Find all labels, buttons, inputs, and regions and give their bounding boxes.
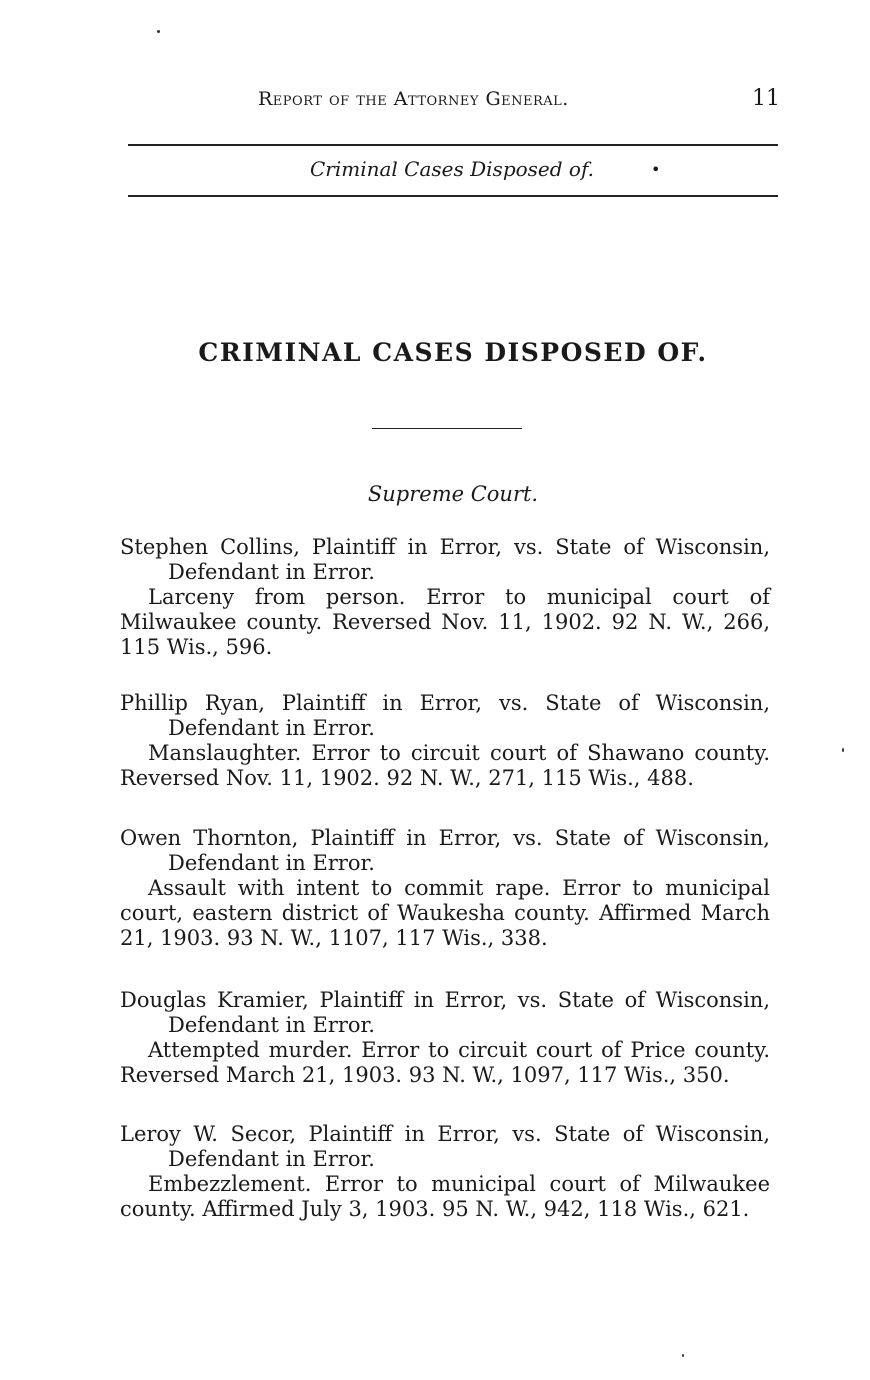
print-speck <box>842 748 844 752</box>
case-entry <box>120 535 770 660</box>
print-speck <box>157 30 160 33</box>
header-rule-top <box>128 144 778 146</box>
page-number: 11 <box>752 86 780 111</box>
case-detail: Assault with intent to commit rape. Error to municipal court, eastern district of Waukesha county. Affirmed March 21, 1903. 93 N. W., 1107, 117 Wis., 338. <box>120 876 770 950</box>
bullet-mark: • <box>651 160 661 179</box>
case-detail: Manslaughter. Error to circuit court of Shawano county. Reversed Nov. 11, 1902. 92 N. W., 271, 115 Wis., 488. <box>120 741 770 790</box>
case-parties: Stephen Collins, Plaintiff in Error, vs. State of Wisconsin, Defendant in Error. <box>120 535 770 584</box>
case-entry <box>120 1122 770 1222</box>
case-detail: Attempted murder. Error to circuit court of Price county. Reversed March 21, 1903. 93 N. W., 1097, 117 Wis., 350. <box>120 1038 770 1087</box>
section-subhead: Criminal Cases Disposed of. <box>310 157 595 181</box>
header-rule-bottom <box>128 195 778 197</box>
case-parties: Douglas Kramier, Plaintiff in Error, vs. State of Wisconsin, Defendant in Error. <box>120 988 770 1037</box>
print-speck <box>682 1354 684 1357</box>
running-head-title: Report of the Attorney General. <box>258 88 569 110</box>
case-detail: Embezzlement. Error to municipal court of Milwaukee county. Affirmed July 3, 1903. 95 N. W., 942, 118 Wis., 621. <box>120 1172 770 1221</box>
page-title: CRIMINAL CASES DISPOSED OF. <box>198 338 708 367</box>
case-entry <box>120 988 770 1088</box>
case-entry <box>120 691 770 791</box>
title-divider <box>372 428 522 429</box>
case-parties: Phillip Ryan, Plaintiff in Error, vs. State of Wisconsin, Defendant in Error. <box>120 691 770 740</box>
case-parties: Leroy W. Secor, Plaintiff in Error, vs. State of Wisconsin, Defendant in Error. <box>120 1122 770 1171</box>
case-parties: Owen Thornton, Plaintiff in Error, vs. State of Wisconsin, Defendant in Error. <box>120 826 770 875</box>
case-detail: Larceny from person. Error to municipal court of Milwaukee county. Reversed Nov. 11, 1902. 92 N. W., 266, 115 Wis., 596. <box>120 585 770 659</box>
court-heading: Supreme Court. <box>367 482 539 506</box>
case-entry <box>120 826 770 951</box>
